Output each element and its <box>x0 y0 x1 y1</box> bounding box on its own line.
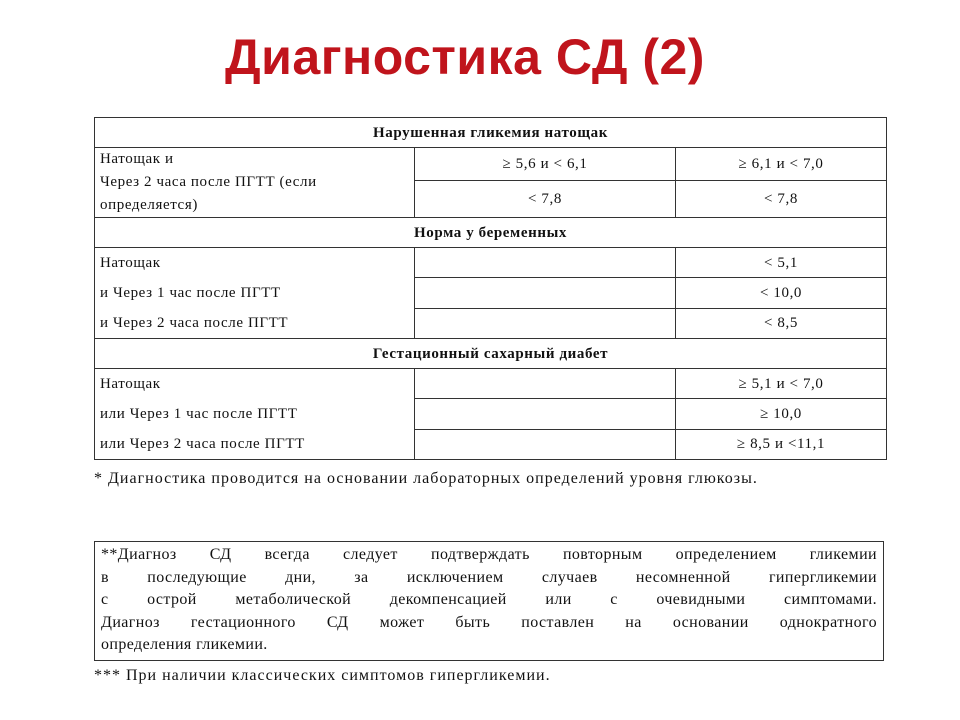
footnote-lab-diagnostics: * Диагностика проводится на основании лабораторных определений уровня глюкозы. <box>94 470 758 487</box>
value-cell <box>415 248 676 278</box>
section-heading: Норма у беременных <box>95 218 887 248</box>
diagnosis-note-box <box>94 541 884 661</box>
section-heading: Гестационный сахарный диабет <box>95 339 887 369</box>
note-line: **Диагноз СД всегда следует подтверждать повторным определением гликемии <box>101 546 877 563</box>
row-label-line: или Через 1 час после ПГТТ <box>100 406 298 422</box>
slide-title: Диагностика СД (2) <box>225 29 705 85</box>
note-line: в последующие дни, за исключением случаев несомненной гипергликемии <box>101 568 877 586</box>
note-line: с острой метаболической декомпенсацией или с очевидными симптомами. <box>101 591 877 608</box>
row-label-cell <box>95 369 415 460</box>
row-label-cell <box>95 248 415 339</box>
section-header-row <box>95 118 887 148</box>
note-line: Диагноз гестационного СД может быть поставлен на основании однократного <box>101 613 877 631</box>
row-label-line: Натощак <box>100 376 161 392</box>
value-cell: ≥ 6,1 и < 7,0 <box>676 148 887 181</box>
value-cell <box>415 278 676 308</box>
row-label-line: и Через 1 час после ПГТТ <box>100 285 281 301</box>
diagnostic-criteria-table <box>94 117 887 460</box>
row-label-line: или Через 2 часа после ПГТТ <box>100 436 305 452</box>
row-label-line: Через 2 часа после ПГТТ (если <box>100 174 317 190</box>
row-label-line: Натощак <box>100 255 161 271</box>
table-row <box>95 369 887 399</box>
value-cell: < 5,1 <box>676 248 887 278</box>
value-cell: < 10,0 <box>676 278 887 308</box>
note-line: определения гликемии. <box>101 636 268 653</box>
value-cell <box>415 369 676 399</box>
footnote-classic-symptoms: *** При наличии классических симптомов гипергликемии. <box>94 667 551 684</box>
value-cell: < 8,5 <box>676 308 887 338</box>
row-label-line: и Через 2 часа после ПГТТ <box>100 315 289 331</box>
value-cell: ≥ 10,0 <box>676 399 887 429</box>
value-cell: ≥ 5,1 и < 7,0 <box>676 369 887 399</box>
value-cell: ≥ 8,5 и <11,1 <box>676 429 887 459</box>
value-cell: < 7,8 <box>676 180 887 217</box>
row-label-line: Натощак и <box>100 151 174 167</box>
section-header-row <box>95 218 887 248</box>
section-heading: Нарушенная гликемия натощак <box>95 118 887 148</box>
value-cell <box>415 308 676 338</box>
table-row <box>95 248 887 278</box>
value-cell: < 7,8 <box>415 180 676 217</box>
value-cell <box>415 399 676 429</box>
table-row <box>95 148 887 181</box>
row-label-line: определяется) <box>100 197 198 213</box>
row-label-cell <box>95 148 415 218</box>
section-header-row <box>95 339 887 369</box>
value-cell <box>415 429 676 459</box>
value-cell: ≥ 5,6 и < 6,1 <box>415 148 676 181</box>
